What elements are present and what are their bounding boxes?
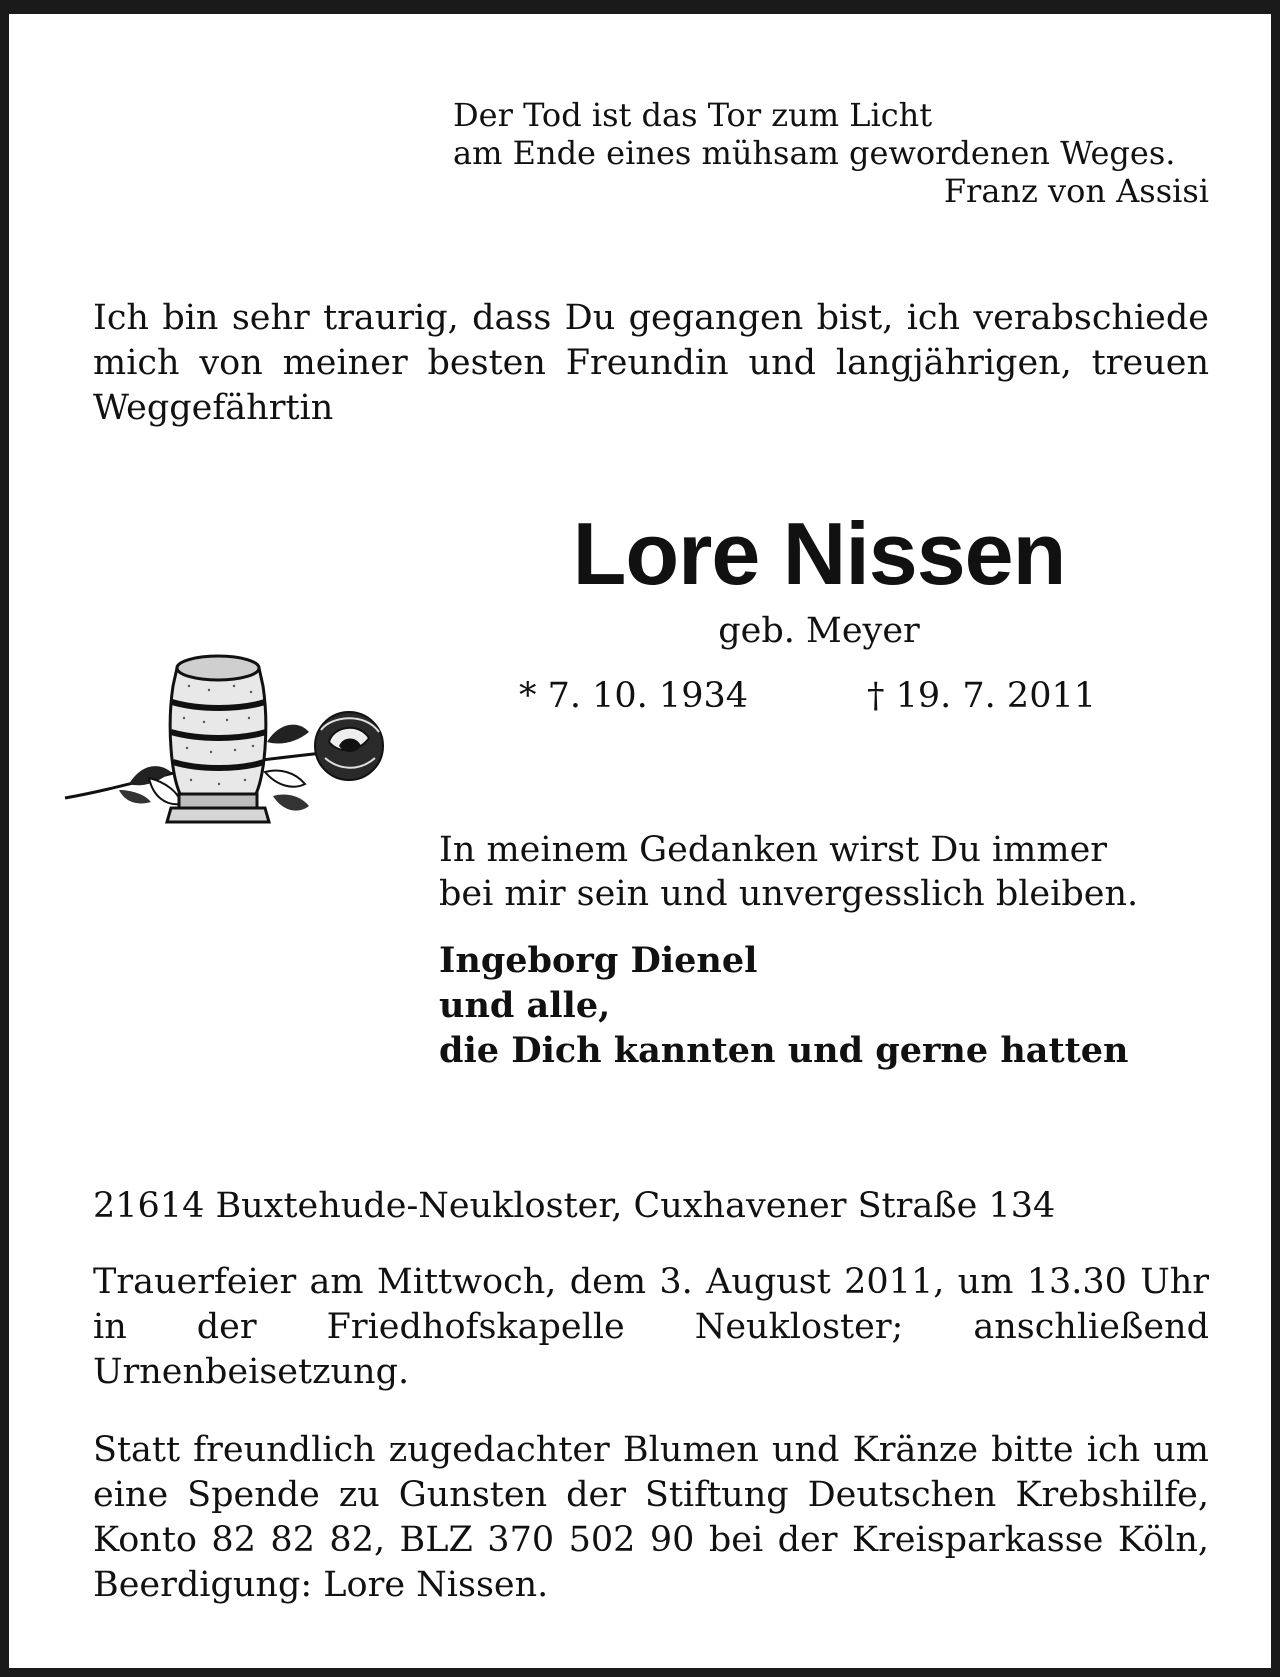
maiden-name: geb. Meyer [718, 611, 920, 651]
motto-line: Der Tod ist das Tor zum Licht [453, 96, 933, 134]
remembrance-line: In meinem Gedanken wirst Du immer [439, 830, 1108, 870]
donation-notice: Statt freundlich zugedachter Blumen und Kränze bitte ich um eine Spende zu Gunsten der Stiftung Deutschen Krebshilfe, Konto 82 82 82, BLZ 370 502 90 bei der Kreisparkasse Köln, Beerdigung: Lore Nissen. [93, 1430, 1209, 1605]
remembrance-text [439, 828, 1219, 916]
address-line: 21614 Buxtehude-Neukloster, Cuxhavener Straße 134 [93, 1186, 1056, 1226]
signer-line: Ingeborg Dienel [439, 940, 758, 981]
urn-with-rose-icon [59, 646, 397, 836]
signer-line: die Dich kannten und gerne hatten [439, 1030, 1129, 1071]
signers-block [439, 938, 1219, 1073]
funeral-notice: Trauerfeier am Mittwoch, dem 3. August 2011, um 13.30 Uhr in der Friedhofskapelle Neukloster; anschließend Urnenbeisetzung. [93, 1262, 1209, 1392]
motto-author: Franz von Assisi [943, 172, 1209, 210]
deceased-name: Lore Nissen [572, 504, 1066, 603]
death-date: † 19. 7. 2011 [867, 676, 1097, 716]
signer-line: und alle, [439, 985, 611, 1026]
intro-paragraph: Ich bin sehr traurig, dass Du gegangen bist, ich verabschiede mich von meiner besten Freundin und langjährigen, treuen Weggefährtin [93, 298, 1209, 428]
motto-quote [453, 96, 1209, 210]
motto-line: am Ende eines mühsam gewordenen Weges. [453, 134, 1176, 172]
birth-date: * 7. 10. 1934 [519, 676, 749, 716]
remembrance-line: bei mir sein und unvergesslich bleiben. [439, 874, 1139, 914]
